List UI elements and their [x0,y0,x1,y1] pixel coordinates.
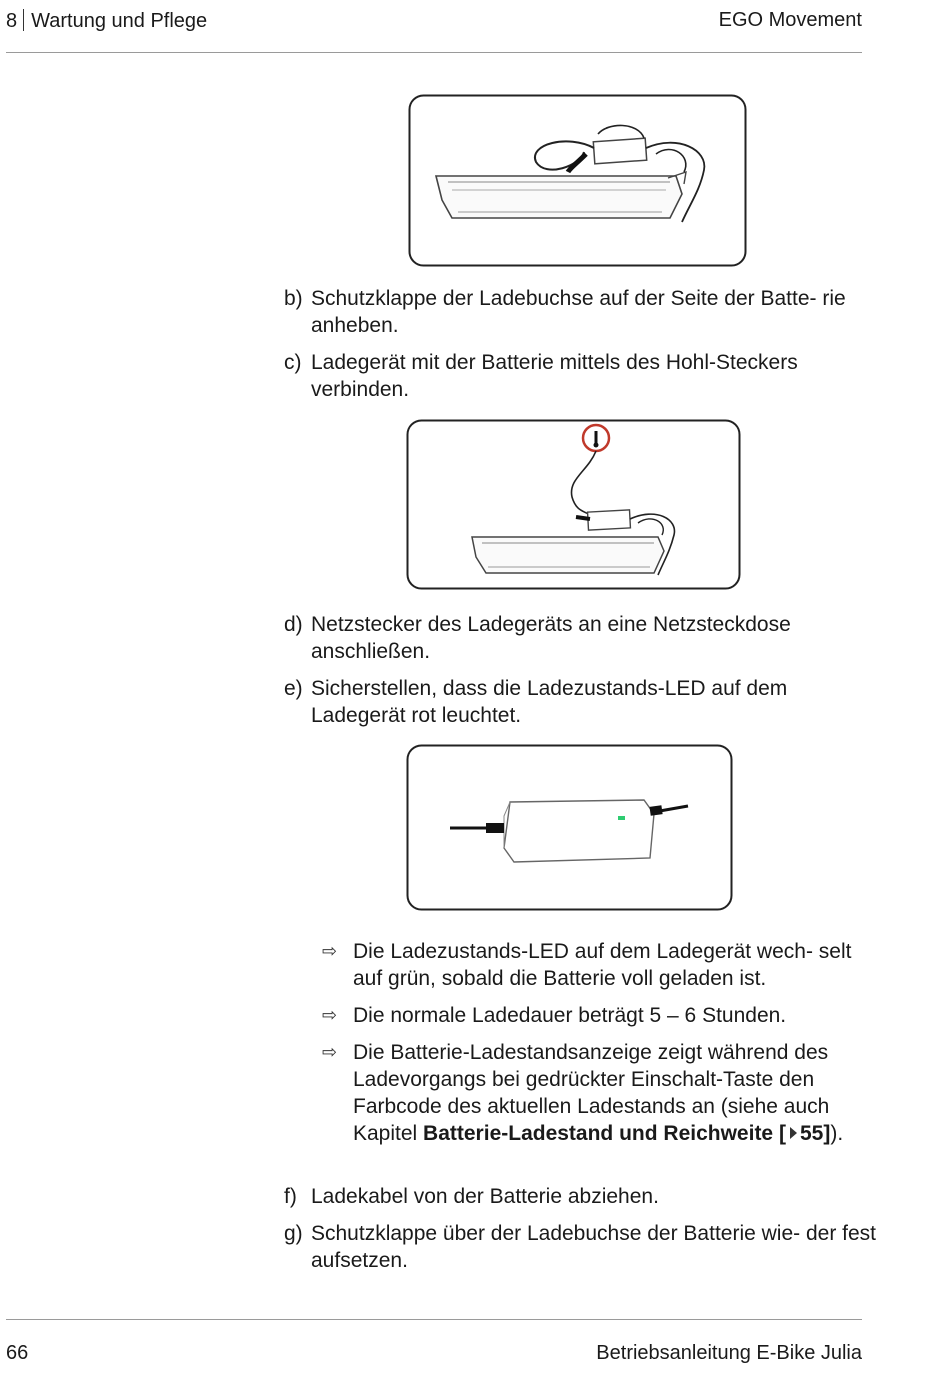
chapter-link-title: Batterie-Ladestand und Reichweite [423,1122,774,1145]
result-text: Die Ladezustands-LED auf dem Ladegerät wech- selt auf grün, sobald die Batterie voll geladen ist. [353,940,852,990]
step-label: c) [284,351,302,374]
led-indicator [618,816,625,820]
figure-charger-connected [406,419,742,591]
step-text: Schutzklappe über der Ladebuchse der Batterie wie- der fest aufsetzen. [311,1222,877,1272]
chapter-title: Wartung und Pflege [31,10,208,32]
step-f [284,1183,884,1210]
figure-battery-charger-on-top [408,94,748,268]
chapter-link[interactable] [423,1122,830,1145]
step-label: e) [284,677,303,700]
running-header-left [6,9,207,33]
manual-title: Betriebsanleitung E-Bike Julia [596,1342,862,1364]
step-c [284,349,884,403]
step-label: g) [284,1222,303,1245]
result-text-before: Die Batterie-Ladestandsanzeige zeigt während des Ladevorgangs bei gedrückter Einschalt-Taste den Farbcode des aktuellen Ladestands an (siehe auch Kapitel [353,1041,830,1145]
result-arrow-icon: ⇨ [322,1042,338,1062]
step-label: f) [284,1185,297,1208]
step-text: Schutzklappe der Ladebuchse auf der Seite der Batte- rie anheben. [311,287,846,337]
result-text: Die normale Ladedauer beträgt 5 – 6 Stunden. [353,1004,787,1027]
page-ref-arrow-icon [790,1127,797,1139]
page-ref-number: 55] [799,1122,831,1145]
result-item-3 [322,1039,882,1147]
result-item-2 [322,1002,882,1029]
result-arrow-icon: ⇨ [322,1005,338,1025]
footer-rule [6,1319,862,1320]
header-divider [23,9,24,31]
step-label: b) [284,287,303,310]
chapter-number: 8 [6,10,18,32]
step-e [284,675,884,729]
step-text: Ladekabel von der Batterie abziehen. [311,1185,659,1208]
result-text [322,1039,882,1147]
header-rule [6,52,862,53]
step-text: Ladegerät mit der Batterie mittels des Hohl-Steckers verbinden. [311,351,798,401]
step-g [284,1220,884,1274]
result-arrow-icon: ⇨ [322,941,338,961]
result-item-1 [322,938,882,992]
step-text: Netzstecker des Ladegeräts an eine Netzsteckdose anschließen. [311,613,791,663]
page-ref-open: [ [778,1122,786,1145]
step-label: d) [284,613,303,636]
step-text: Sicherstellen, dass die Ladezustands-LED auf dem Ladegerät rot leuchtet. [311,677,788,727]
result-text-after: ). [830,1122,844,1145]
step-d [284,611,884,665]
page-number: 66 [6,1342,29,1364]
brand-name: EGO Movement [718,9,862,31]
step-b [284,285,884,339]
figure-charger-led [406,744,734,912]
